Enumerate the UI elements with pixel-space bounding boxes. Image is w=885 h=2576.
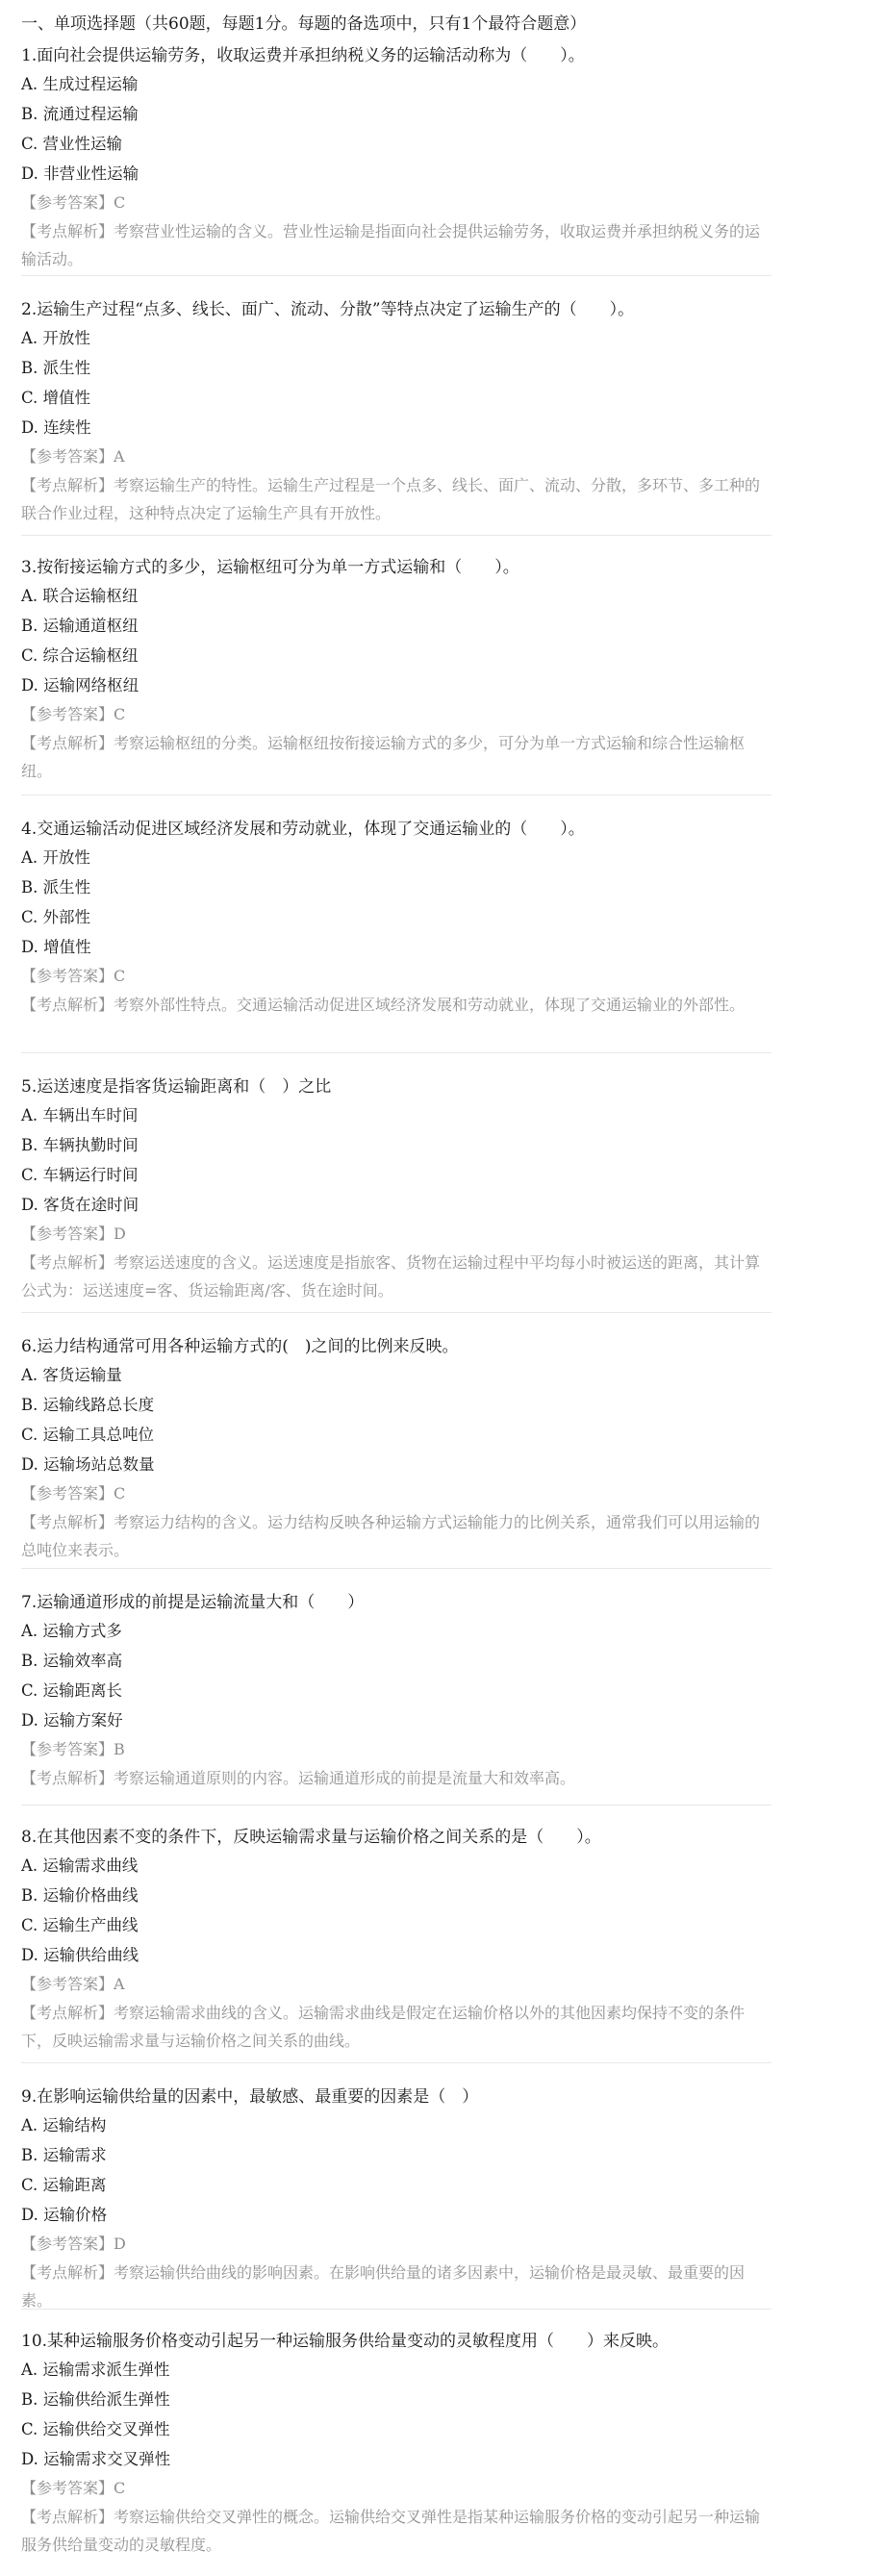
option-b: B. 运输供给派生弹性 [21, 2390, 170, 2409]
divider [21, 275, 771, 276]
answer-explanation: 【考点解析】考察运输需求曲线的含义。运输需求曲线是假定在运输价格以外的其他因素均保持不变的条件下，反映运输需求量与运输价格之间关系的曲线。 [21, 2004, 746, 2050]
option-c: C. 运输距离长 [21, 1681, 123, 1700]
answer-explanation: 【考点解析】考察外部性特点。交通运输活动促进区域经济发展和劳动就业，体现了交通运输业的外部性。 [21, 996, 746, 1014]
answer-explanation: 【考点解析】考察运输供给交叉弹性的概念。运输供给交叉弹性是指某种运输服务价格的变动引起另一种运输服务供给量变动的灵敏程度。 [21, 2508, 761, 2554]
option-a: A. 客货运输量 [21, 1366, 122, 1384]
option-b: B. 车辆执勤时间 [21, 1136, 139, 1154]
question-7 [21, 1589, 868, 1792]
question-5 [21, 1073, 868, 1304]
answer-key: 【参考答案】D [21, 1225, 126, 1243]
option-a: A. 运输结构 [21, 2116, 107, 2134]
option-d: D. 运输方案好 [21, 1711, 123, 1730]
question-stem: 10.某种运输服务价格变动引起另一种运输服务供给量变动的灵敏程度用（ ）来反映。 [21, 2332, 670, 2351]
question-3 [21, 554, 868, 785]
answer-key: 【参考答案】A [21, 447, 125, 466]
divider [21, 1568, 771, 1569]
option-d: D. 运输场站总数量 [21, 1455, 155, 1474]
divider [21, 2062, 771, 2063]
divider [21, 535, 771, 536]
question-stem: 1.面向社会提供运输劳务，收取运费并承担纳税义务的运输活动称为（ ）。 [21, 46, 585, 65]
question-stem: 5.运送速度是指客货运输距离和（ ）之比 [21, 1077, 332, 1097]
divider [21, 1052, 771, 1053]
question-6 [21, 1333, 868, 1564]
option-b: B. 运输价格曲线 [21, 1886, 139, 1905]
question-8 [21, 1824, 868, 2055]
option-d: D. 客货在途时间 [21, 1196, 139, 1214]
section-heading: 一、单项选择题（共60题，每题1分。每题的备选项中，只有1个最符合题意） [21, 14, 587, 34]
option-a: A. 开放性 [21, 329, 90, 347]
option-d: D. 增值性 [21, 938, 91, 956]
question-10 [21, 2328, 868, 2559]
option-d: D. 运输供给曲线 [21, 1946, 139, 1964]
option-c: C. 运输生产曲线 [21, 1916, 139, 1934]
answer-explanation: 【考点解析】考察运输通道原则的内容。运输通道形成的前提是流量大和效率高。 [21, 1769, 576, 1787]
question-stem: 7.运输通道形成的前提是运输流量大和（ ） [21, 1593, 365, 1612]
option-a: A. 运输方式多 [21, 1622, 122, 1640]
option-d: D. 非营业性运输 [21, 164, 139, 183]
answer-key: 【参考答案】C [21, 967, 126, 985]
option-d: D. 运输网络枢纽 [21, 676, 139, 695]
divider [21, 1312, 771, 1313]
divider [21, 795, 771, 796]
option-c: C. 外部性 [21, 908, 91, 926]
answer-key: 【参考答案】C [21, 1484, 126, 1503]
option-b: B. 运输需求 [21, 2146, 107, 2164]
divider [21, 1805, 771, 1806]
answer-explanation: 【考点解析】考察运力结构的含义。运力结构反映各种运输方式运输能力的比例关系，通常我们可以用运输的总吨位来表示。 [21, 1513, 761, 1559]
option-c: C. 车辆运行时间 [21, 1166, 139, 1184]
question-2 [21, 296, 868, 527]
divider [21, 2309, 771, 2310]
question-9 [21, 2084, 868, 2314]
option-d: D. 运输价格 [21, 2206, 108, 2224]
answer-key: 【参考答案】D [21, 2235, 126, 2253]
answer-key: 【参考答案】C [21, 705, 126, 723]
answer-key: 【参考答案】C [21, 193, 126, 212]
question-stem: 6.运力结构通常可用各种运输方式的( )之间的比例来反映。 [21, 1337, 459, 1356]
option-b: B. 派生性 [21, 359, 91, 377]
answer-explanation: 【考点解析】考察运输生产的特性。运输生产过程是一个点多、线长、面广、流动、分散，多环节、多工种的联合作业过程，这种特点决定了运输生产具有开放性。 [21, 476, 761, 522]
answer-explanation: 【考点解析】考察运输供给曲线的影响因素。在影响供给量的诸多因素中，运输价格是最灵敏、最重要的因素。 [21, 2263, 746, 2310]
question-1 [21, 42, 868, 273]
option-b: B. 运输效率高 [21, 1652, 123, 1670]
option-a: A. 联合运输枢纽 [21, 587, 139, 605]
question-stem: 8.在其他因素不变的条件下，反映运输需求量与运输价格之间关系的是（ ）。 [21, 1828, 601, 1847]
answer-explanation: 【考点解析】考察运送速度的含义。运送速度是指旅客、货物在运输过程中平均每小时被运送的距离，其计算公式为：运送速度=客、货运输距离/客、货在途时间。 [21, 1253, 761, 1300]
option-c: C. 运输工具总吨位 [21, 1426, 155, 1444]
option-b: B. 流通过程运输 [21, 105, 139, 123]
option-a: A. 运输需求派生弹性 [21, 2361, 170, 2379]
option-b: B. 派生性 [21, 878, 91, 897]
option-a: A. 运输需求曲线 [21, 1856, 139, 1875]
question-stem: 4.交通运输活动促进区域经济发展和劳动就业，体现了交通运输业的（ ）。 [21, 820, 585, 839]
option-a: A. 生成过程运输 [21, 75, 139, 93]
option-d: D. 运输需求交叉弹性 [21, 2450, 171, 2468]
option-c: C. 运输距离 [21, 2176, 107, 2194]
option-d: D. 连续性 [21, 418, 91, 437]
answer-key: 【参考答案】B [21, 1740, 125, 1758]
option-c: C. 营业性运输 [21, 135, 123, 153]
option-c: C. 综合运输枢纽 [21, 646, 139, 665]
answer-key: 【参考答案】C [21, 2479, 126, 2497]
question-stem: 9.在影响运输供给量的因素中，最敏感、最重要的因素是（ ） [21, 2087, 479, 2107]
option-b: B. 运输通道枢纽 [21, 617, 139, 635]
option-a: A. 开放性 [21, 848, 90, 867]
question-4 [21, 816, 868, 1019]
answer-explanation: 【考点解析】考察营业性运输的含义。营业性运输是指面向社会提供运输劳务，收取运费并承担纳税义务的运输活动。 [21, 222, 761, 268]
answer-explanation: 【考点解析】考察运输枢纽的分类。运输枢纽按衔接运输方式的多少，可分为单一方式运输和综合性运输枢纽。 [21, 734, 746, 780]
option-c: C. 增值性 [21, 389, 91, 407]
answer-key: 【参考答案】A [21, 1975, 125, 1993]
option-a: A. 车辆出车时间 [21, 1106, 139, 1124]
question-stem: 3.按衔接运输方式的多少，运输枢纽可分为单一方式运输和（ ）。 [21, 558, 519, 577]
option-b: B. 运输线路总长度 [21, 1396, 155, 1414]
question-stem: 2.运输生产过程“点多、线长、面广、流动、分散”等特点决定了运输生产的（ ）。 [21, 300, 635, 319]
option-c: C. 运输供给交叉弹性 [21, 2420, 170, 2438]
